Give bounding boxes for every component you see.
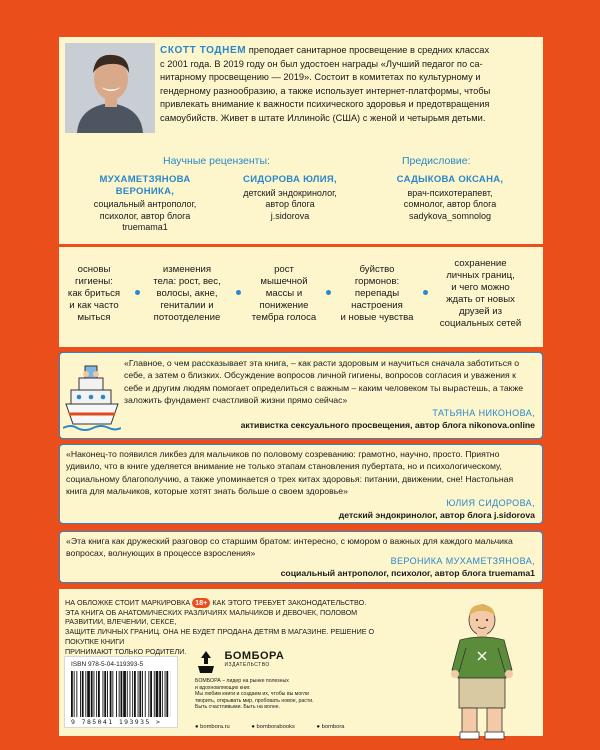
website-link[interactable]: ● bombora.ru [195,724,230,730]
reviewers-heading: Научные рецензенты: [163,155,270,167]
legal-notice [65,598,375,656]
desc-line: творить, открывать мир, пробовать новое, расти. [195,697,314,704]
topic-item [142,264,232,324]
topic-line: тела: рост, вес, [153,276,221,287]
desc-line: Мы любим книги и создаем их, чтобы вы могли [195,691,309,698]
bio-line: самоубийств. Живет в штате Иллинойс (США) с женой и четырьмя детьми. [160,112,486,123]
topic-line: друзей из [458,306,503,317]
topic-line: и чего можно [451,282,510,293]
bio-line: нитарному просвещению — 2019». Состоит в комитетах по культурному и [160,72,481,83]
barcode-bar [110,671,112,717]
signer-role: активистка сексуального просвещения, автор блога nikonova.online [240,420,535,430]
signer-name: ТАТЬЯНА НИКОНОВА, [432,408,535,418]
desc-line: БОМБОРА – лидер на рынке полезных [195,678,289,684]
barcode-bar [123,671,126,717]
quote-signature [241,407,535,431]
reviewer-line: truemama1 [122,222,168,232]
vk-link[interactable]: ● bomborabooks [251,724,295,730]
topic-line: и новые чувства [340,312,414,323]
publisher-description [195,678,365,711]
legal-line: ПРИНИМАЮТ ТОЛЬКО РОДИТЕЛИ. [65,646,187,656]
topic-line: мыться [77,312,111,323]
bio-line: привлекать внимание к важности психического здоровья и предотвращения [160,99,490,110]
barcode-bar [166,671,168,717]
desc-line: Быть счастливыми. Быть на волне. [195,704,280,711]
isbn-number: ISBN 978-5-04-119393-5 [71,661,144,668]
bio-line: с 2001 года. В 2019 году он был удостоен награды «Лучший педагог по са- [160,58,483,69]
signer-name: ЮЛИЯ СИДОРОВА, [446,498,535,508]
quote-signature [339,497,535,521]
barcode-digits: 9 785041 193935 > [71,718,162,726]
topic-line: массы и [265,288,303,299]
barcode-bar [116,671,117,717]
topic-line: потоотделение [153,312,221,323]
bullet-dot [135,290,140,295]
reviewer-name: САДЫКОВА ОКСАНА, [396,174,504,185]
barcode-bar [80,671,81,717]
barcode-bar [130,671,131,717]
bio-line: гендерному разнообразию, а также использует интернет-платформы, чтобы [160,85,491,96]
barcode-bar [94,671,95,717]
bullet-dot [236,290,241,295]
topic-line: гигиены: [75,276,113,287]
topic-line: и как часто [69,300,119,311]
signer-role: детский эндокринолог, автор блога j.sidorova [338,510,535,520]
reviewer-name: СИДОРОВА ЮЛИЯ, [243,174,337,185]
reviewer-name: МУХАМЕТЗЯНОВА ВЕРОНИКА, [99,174,191,197]
topic-line: ждать от новых [446,294,515,305]
bullet-dot [326,290,331,295]
barcode-bar [107,671,108,717]
barcode-bar [145,671,146,717]
bombora-logo-icon [195,650,217,674]
desc-line: и вдохновляющих книг. [195,684,251,691]
topic-line: понижение [259,300,309,311]
topic-item [60,264,128,324]
reviewer-line: сомнолог, автор блога [403,199,497,209]
topic-line: буйство [359,264,395,275]
reviewer-line: социальный антрополог, [93,199,197,209]
topic-line: настроения [351,300,403,311]
boy-illustration [442,600,522,740]
publisher-name: БОМБОРА [224,650,285,662]
topic-item [332,264,422,324]
topic-line: гормонов: [354,276,400,287]
barcode-bar [119,671,120,717]
reviewer-line: детский эндокринолог, [243,187,337,198]
barcode-bar [127,671,128,717]
website-label: bombora.ru [200,724,230,730]
barcode-bar [82,671,84,717]
ship-illustration [63,362,121,436]
barcode-bar [103,671,104,717]
topic-line: изменения [162,264,212,275]
topic-line: личных границ, [446,270,515,281]
quote-line: вопросах, волнующих в процессе взросления» [66,548,256,559]
barcode-bar [159,671,161,717]
topic-item [428,258,533,330]
legal-line: НА ОБЛОЖКЕ СТОИТ МАРКИРОВКА [65,598,191,607]
reviewer-card [375,174,525,222]
barcode-bar [74,671,75,717]
quote-line: заложить фундамент счастливой жизни прямо сейчас» [124,395,348,406]
publisher-logo [195,650,284,674]
barcode-bar [104,671,106,717]
topic-line: основы [77,264,111,275]
barcode-bar [165,671,166,717]
barcode-bar [139,671,141,717]
social-links [195,724,365,730]
quote-line: «Эта книга как дружеский разговор со старшим братом: интересно, с юмором о важных для каждого мальчика [66,536,513,546]
barcode-bar [96,671,97,717]
topic-item [244,264,324,324]
instagram-link[interactable]: ● bombora [316,724,345,730]
reviewer-line: sadykova_somnolog [408,210,492,221]
barcode-bar [154,671,155,717]
barcode-bar [76,671,77,717]
topic-line: тембра голоса [251,312,317,323]
reviewer-card [70,174,220,234]
quote-line: книга для мальчиков, которые хотят знать больше о своем здоровье» [66,486,348,497]
legal-line: ЭТА КНИГА ОБ АНАТОМИЧЕСКИХ РАЗЛИЧИЯХ МАЛЬЧИКОВ И ДЕВОЧЕК, ПОЛОВОМ РАЗВИТИИ, ВЛЕЧЕНИИ, СЕКСЕ, [65,607,358,627]
barcode-bar [71,671,73,717]
quote-line: «Наконец-то появился ликбез для мальчиков по половому созреванию: грамотно, научно, просто. Приятно [66,449,500,459]
reviewer-line: врач-психотерапевт, [407,187,493,198]
author-photo [65,43,155,133]
instagram-label: bombora [321,724,345,730]
barcode-bar [87,671,90,717]
author-name: СКОТТ ТОДНЕМ [160,45,247,56]
barcode-bar [162,671,163,717]
topic-line: рост [274,264,294,275]
topic-line: как бриться [67,288,121,299]
quote-line: себе, а затем о близких. Обсуждение вопросов личной гигиены, вопросов согласия и уважения к [124,370,516,381]
legal-line: ЗАЩИТЕ ЛИЧНЫХ ГРАНИЦ. ОНА НЕ БУДЕТ ПРОДАНА ДЕТЯМ В МАГАЗИНЕ. РЕШЕНИЕ О ПОКУПКЕ КНИГИ [65,627,375,646]
quote-signature [281,555,535,579]
foreword-heading: Предисловие: [402,155,471,167]
quote-line: себе и другим людям помогает определиться с важным – каким человеком ты вырастешь, а также [124,382,524,393]
vk-label: bomborabooks [256,724,295,730]
barcode-bar [148,671,149,717]
barcode-bar [112,671,113,717]
barcode-bar [121,671,123,717]
reviewer-line: автор блога [265,199,315,209]
topic-line: волосы, акне, [156,288,218,299]
barcode-bar [85,671,86,717]
barcode-bar [142,671,143,717]
reviewer-line: j.sidorova [270,210,310,221]
quote-line: социальному благополучию, а также упоминается о трех китах здоровья: питании, движении, сне! Настольная [66,473,514,484]
legal-line: КАК ЭТОГО ТРЕБУЕТ ЗАКОНОДАТЕЛЬСТВО. [212,598,367,607]
barcode-bar [134,671,136,717]
barcode-bar [156,671,159,717]
barcode-bar [91,671,93,717]
quote-text [124,357,539,407]
barcode-bar [138,671,139,717]
age-rating-badge: 18+ [192,598,210,608]
barcode-bar [150,671,152,717]
topic-line: гениталии и [160,300,214,311]
topic-line: социальных сетей [439,318,522,329]
signer-role: социальный антрополог, психолог, автор блога truemama1 [280,568,535,578]
barcode-bar [132,671,133,717]
barcode-bar [98,671,100,717]
barcode-bars [71,671,171,717]
reviewer-line: психолог, автор блога [99,210,191,221]
barcode [64,656,178,728]
author-bio [160,44,530,126]
topic-line: сохранение [454,258,507,269]
quote-line: удивило, что в книге уделяется внимание не только этапам становления пубертата, но и психологическому, [66,461,502,472]
topic-line: мышечной [260,276,308,287]
bio-line: преподает санитарное просвещение в средних классах [248,45,490,55]
topic-line: перепады [354,288,400,299]
quote-text [66,448,541,498]
signer-name: ВЕРОНИКА МУХАМЕТЗЯНОВА, [390,556,535,566]
author-photo-image [65,43,155,133]
publisher-subtitle: ИЗДАТЕЛЬСТВО [224,662,270,668]
quote-line: «Главное, о чем рассказывает эта книга, – как расти здоровым и научиться сначала заботиться о [124,358,520,368]
reviewer-card [225,174,355,222]
